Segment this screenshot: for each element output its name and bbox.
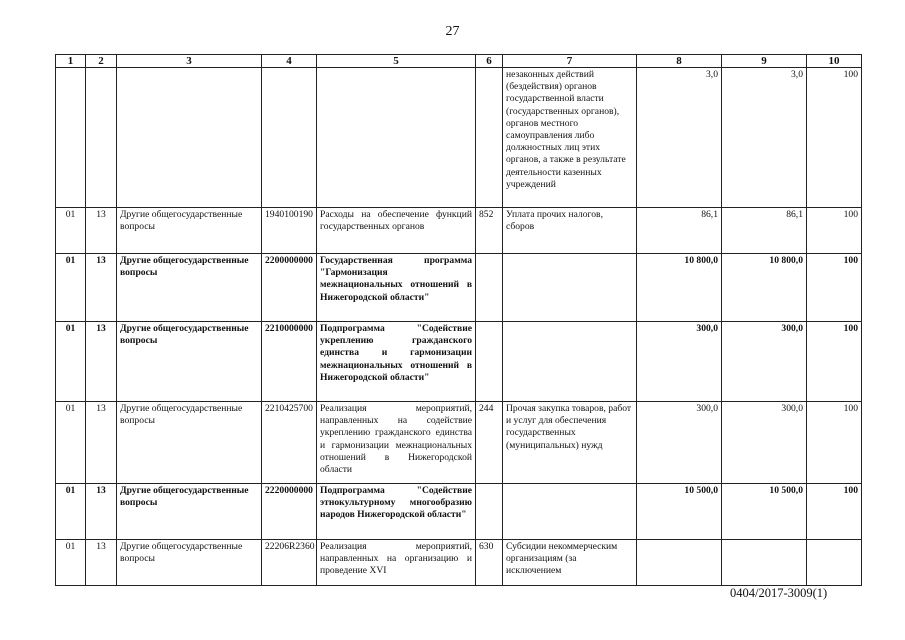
column-header: 8: [637, 55, 722, 68]
cell-section: 01: [56, 254, 86, 322]
column-header: 3: [117, 55, 262, 68]
cell-section-name: Другие общегосударственные вопросы: [117, 402, 262, 484]
table-row: [56, 484, 862, 540]
cell-section-name: Другие общегосударственные вопросы: [117, 540, 262, 586]
cell-amount-actual: 10 500,0: [722, 484, 807, 540]
column-header: 1: [56, 55, 86, 68]
cell-section-name: Другие общегосударственные вопросы: [117, 322, 262, 402]
cell-target-name: [317, 68, 476, 208]
cell-section: 01: [56, 402, 86, 484]
cell-percent: 100: [807, 484, 862, 540]
cell-expense-name: [503, 322, 637, 402]
cell-target-code: [262, 68, 317, 208]
cell-section-name: [117, 68, 262, 208]
cell-subsection: 13: [86, 208, 117, 254]
cell-target-code: 22206R2360: [262, 540, 317, 586]
budget-table: [55, 54, 862, 586]
cell-percent: 100: [807, 254, 862, 322]
cell-target-code: 2200000000: [262, 254, 317, 322]
cell-section-name: Другие общегосударственные вопросы: [117, 484, 262, 540]
cell-target-name: Подпрограмма "Содействие укреплению гражданского единства и гармонизации межнациональных отношений в Нижегородской области": [317, 322, 476, 402]
cell-amount-actual: 300,0: [722, 402, 807, 484]
cell-subsection: 13: [86, 540, 117, 586]
column-header: 6: [476, 55, 503, 68]
cell-target-code: 2210425700: [262, 402, 317, 484]
cell-expense-code: 852: [476, 208, 503, 254]
cell-section-name: Другие общегосударственные вопросы: [117, 208, 262, 254]
cell-section: 01: [56, 540, 86, 586]
cell-section: 01: [56, 208, 86, 254]
cell-expense-code: [476, 322, 503, 402]
table-header-row: [56, 55, 862, 68]
cell-amount-actual: [722, 540, 807, 586]
cell-expense-name: Прочая закупка товаров, работ и услуг для обеспечения государственных (муниципальных) нужд: [503, 402, 637, 484]
cell-section: 01: [56, 322, 86, 402]
table-row: [56, 68, 862, 208]
document-code: 0404/2017-3009(1): [730, 586, 828, 600]
cell-subsection: 13: [86, 254, 117, 322]
cell-expense-name: [503, 484, 637, 540]
table-row: [56, 540, 862, 586]
cell-percent: 100: [807, 208, 862, 254]
page-number: 27: [445, 24, 460, 39]
cell-expense-name: [503, 254, 637, 322]
cell-expense-code: [476, 254, 503, 322]
cell-target-name: Реализация мероприятий, направленных на организацию и проведение XVI: [317, 540, 476, 586]
table-row: [56, 254, 862, 322]
cell-amount-plan: 10 500,0: [637, 484, 722, 540]
column-header: 2: [86, 55, 117, 68]
cell-amount-actual: 3,0: [722, 68, 807, 208]
cell-target-name: Государственная программа "Гармонизация межнациональных отношений в Нижегородской области": [317, 254, 476, 322]
column-header: 7: [503, 55, 637, 68]
cell-amount-plan: 300,0: [637, 402, 722, 484]
cell-expense-code: [476, 484, 503, 540]
cell-section: [56, 68, 86, 208]
cell-expense-name: незаконных действий (бездействия) органов государственной власти (государственных органов), органов местного самоуправления либо должностных лиц этих органов, а также в результате деятельности казенных учреждений: [503, 68, 637, 208]
cell-target-name: Реализация мероприятий, направленных на содействие укреплению гражданского единства и гармонизации межнациональных отношений в Нижегородской области: [317, 402, 476, 484]
cell-section-name: Другие общегосударственные вопросы: [117, 254, 262, 322]
cell-percent: 100: [807, 402, 862, 484]
column-header: 9: [722, 55, 807, 68]
cell-amount-plan: 86,1: [637, 208, 722, 254]
table-row: [56, 322, 862, 402]
cell-amount-plan: 300,0: [637, 322, 722, 402]
cell-percent: [807, 540, 862, 586]
column-header: 4: [262, 55, 317, 68]
cell-target-code: 2210000000: [262, 322, 317, 402]
cell-target-name: Расходы на обеспечение функций государственных органов: [317, 208, 476, 254]
table-row: [56, 402, 862, 484]
cell-amount-actual: 86,1: [722, 208, 807, 254]
cell-percent: 100: [807, 68, 862, 208]
cell-expense-name: Уплата прочих налогов, сборов: [503, 208, 637, 254]
column-header: 10: [807, 55, 862, 68]
cell-expense-code: 244: [476, 402, 503, 484]
cell-target-code: 2220000000: [262, 484, 317, 540]
cell-subsection: 13: [86, 322, 117, 402]
cell-target-name: Подпрограмма "Содействие этнокультурному многообразию народов Нижегородской области": [317, 484, 476, 540]
cell-amount-actual: 10 800,0: [722, 254, 807, 322]
cell-amount-plan: 3,0: [637, 68, 722, 208]
cell-subsection: [86, 68, 117, 208]
cell-target-code: 1940100190: [262, 208, 317, 254]
cell-expense-code: [476, 68, 503, 208]
cell-amount-plan: 10 800,0: [637, 254, 722, 322]
cell-expense-name: Субсидии некоммерческим организациям (за исключением: [503, 540, 637, 586]
cell-expense-code: 630: [476, 540, 503, 586]
cell-amount-plan: [637, 540, 722, 586]
column-header: 5: [317, 55, 476, 68]
cell-subsection: 13: [86, 484, 117, 540]
cell-percent: 100: [807, 322, 862, 402]
cell-amount-actual: 300,0: [722, 322, 807, 402]
cell-subsection: 13: [86, 402, 117, 484]
cell-section: 01: [56, 484, 86, 540]
table-row: [56, 208, 862, 254]
